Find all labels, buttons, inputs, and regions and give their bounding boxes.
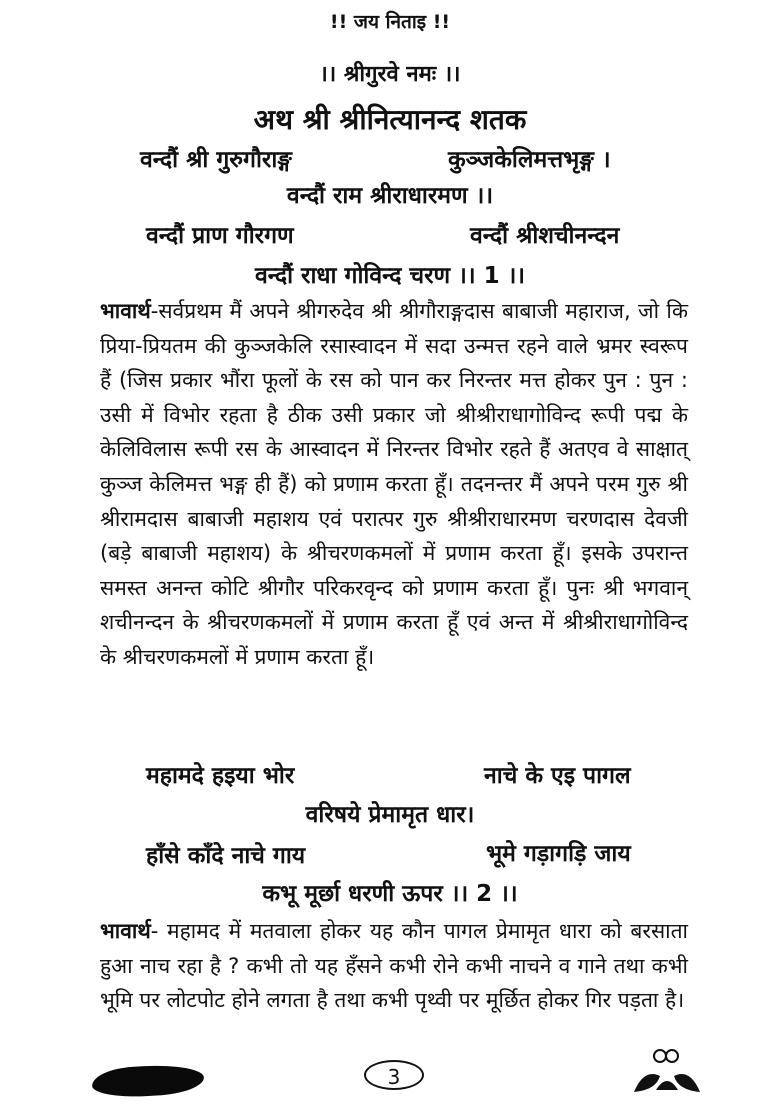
commentary1-label: भावार्थ [100, 299, 151, 323]
commentary2-paragraph [100, 914, 688, 1018]
verse2-line3-left: हाँसे काँदे नाचे गाय [146, 843, 306, 869]
verse2-line1-left: महामदे हइया भोर [146, 763, 295, 789]
commentary1-text: -सर्वप्रथम मैं अपने श्रीगरुदेव श्री श्रीगौराङ्गदास बाबाजी महाराज, जो कि प्रिया-प्रियतम की कुञ्जकेलि रसास्वादन में सदा उन्मत्त रहने वाले भ्रमर स्वरूप हैं (जिस प्रकार भौंरा फूलों के रस को पान कर निरन्तर मत्त होकर पुन : पुन : उसी में विभोर रहता है ठीक उसी प्रकार जो श्रीश्रीराधागोविन्द रूपी पद्म के केलिविलास रूपी रस के आस्वादन में निरन्तर विभोर रहते हैं अतएव वे साक्षात् कुञ्ज केलिमत्त भङ्ग ही हैं) को प्रणाम करता हूँ। तदनन्तर मैं अपने परम गुरु श्री श्रीरामदास बाबाजी महाशय एवं परात्पर गुरु श्रीश्रीराधारमण चरणदास देवजी (बड़े बाबाजी महाशय) के श्रीचरणकमलों में प्रणाम करता हूँ। इसके उपरान्त समस्त अनन्त कोटि श्रीगौर परिकरवृन्द को प्रणाम करता हूँ। पुनः श्री भगवान् शचीनन्दन के श्रीचरणकमलों में प्रणाम करता हूँ एवं अन्त में श्रीश्रीराधागोविन्द के श्रीचरणकमलों में प्रणाम करता हूँ। [100, 299, 688, 669]
commentary2-text: - महामद में मतवाला होकर यह कौन पागल प्रेमामृत धारा को बरसाता हुआ नाच रहा है ? कभी तो यह हँसने कभी रोने कभी नाचने व गाने तथा कभी भूमि पर लोटपोट होने लगता है तथा कभी पृथ्वी पर मूर्छित होकर गिर पड़ता है। [100, 919, 688, 1013]
cymbals-ornament-icon [632, 1046, 702, 1096]
verse2-line2: वरिषये प्रेमामृत धार। [305, 802, 475, 828]
header-salutation: !! जय निताइ !! [329, 11, 451, 33]
verse2-line4: कभू मूर्छा धरणी ऊपर ।। 2 ।। [262, 881, 518, 907]
ink-blot-decoration [91, 1063, 204, 1099]
verse1-line3-left: वन्दौं प्राण गौरगण [146, 223, 294, 249]
verse1-line3-right: वन्दौं श्रीशचीनन्दन [470, 223, 620, 249]
verse2-line1-right: नाचे के एइ पागल [484, 763, 631, 789]
commentary1-paragraph [100, 294, 688, 675]
commentary2-label: भावार्थ [100, 919, 151, 943]
verse1-line1-right: कुञ्जकेलिमत्तभृङ्ग । [448, 147, 611, 173]
invocation-line: ।। श्रीगुरवे नमः ।। [319, 62, 461, 87]
verse1-line4: वन्दौं राधा गोविन्द चरण ।। 1 ।। [254, 263, 526, 289]
verse2-line3-right: भूमे गड़ागड़ि जाय [486, 841, 631, 867]
page-number: 3 [364, 1060, 424, 1090]
page-title: अथ श्री श्रीनित्यानन्द शतक [253, 103, 527, 136]
verse1-line2: वन्दौं राम श्रीराधारमण ।। [286, 183, 494, 209]
verse1-line1-left: वन्दौं श्री गुरुगौराङ्ग [140, 147, 292, 173]
